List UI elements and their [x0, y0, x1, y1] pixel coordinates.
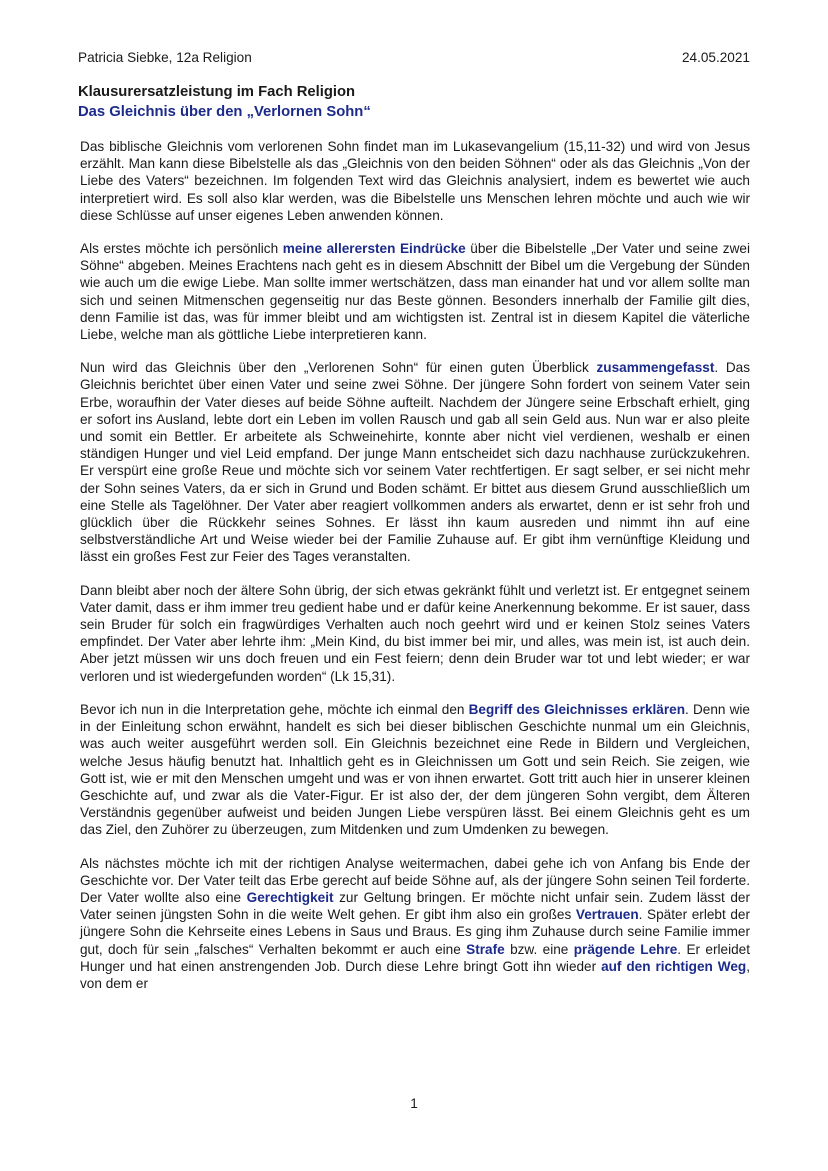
author-line: Patricia Siebke, 12a Religion	[78, 50, 252, 65]
paragraph-text: Nun wird das Gleichnis über den „Verlorenen Sohn“ für einen guten Überblick	[80, 360, 597, 376]
paragraph-text: Als nächstes möchte ich mit der richtigen Analyse weitermachen, dabei gehe ich von Anfang bis Ende der Geschichte vor. Der Vater teilt das Erbe gerecht auf beide Söhne auf, als der jüngere Sohn seinen Teil forderte. Der Vater wollte also eine	[80, 855, 750, 905]
paragraph-text: , von dem er	[80, 958, 750, 991]
document-subtitle: Das Gleichnis über den „Verlornen Sohn“	[78, 104, 371, 120]
paragraph	[80, 855, 750, 993]
paragraph-text: . Er erleidet Hunger und hat einen anstrengenden Job. Durch diese Lehre bringt Gott ihn wieder	[80, 941, 750, 974]
paragraph	[80, 359, 750, 565]
highlighted-term: Vertrauen	[575, 907, 639, 923]
page-header	[78, 48, 750, 68]
paragraph-text: Als erstes möchte ich persönlich	[80, 241, 283, 257]
paragraph-text: bzw. eine	[504, 941, 574, 957]
highlighted-term: Begriff des Gleichnisses erklären	[468, 701, 686, 717]
paragraph-text: über die Bibelstelle „Der Vater und seine zwei Söhne“ abgeben. Meines Erachtens nach geht es in diesem Abschnitt der Bibel um die Vergebung der Sünden wie auch um die ewige Liebe. Man sollte immer wertschätzen, dass man einander hat und vor allem sollte man sich und seinen Mitmenschen gegenseitig nur das Beste gönnen. Besonders innerhalb der Familie gilt dies, denn Familie ist das, was für immer bleibt und am wichtigsten ist. Zentral ist in diesem Kapitel die väterliche Liebe, welche man als göttliche Liebe interpretieren kann.	[80, 241, 750, 343]
date: 24.05.2021	[681, 50, 750, 65]
paragraph-text: . Das Gleichnis berichtet über einen Vater und seine zwei Söhne. Der jüngere Sohn fordert von seinem Vater sein Erbe, woraufhin der Vater dieses auf beide Söhne aufteilt. Nachdem der Jüngere seine Erbschaft erhielt, ging er sofort ins Ausland, lebte dort ein Leben im vollen Rausch und gab all sein Geld aus. Nun war er also pleite und somit ein Bettler. Er arbeitete als Schweinehirte, konnte aber nicht viel verdienen, weshalb er einen ständigen Hunger und viel Leid empfand. Der junge Mann entscheidet sich dazu nachhause zurückzukehren. Er verspürt eine große Reue und möchte sich vor seinem Vater rechtfertigen. Er sagt selber, er sei nicht mehr der Sohn seines Vaters, da er sich in Grund und Boden schämt. Er bittet aus diesem Grund ausschließlich um eine Stelle als Tagelöhner. Der Vater aber reagiert vollkommen anders als erwartet, denn er ist sehr froh und glücklich über die Rückkehr seines Sohnes. Er lässt ihn kaum ausreden und nimmt ihn auf eine selbstverständliche Art und Weise wieder bei der Familie Zuhause auf. Er gibt ihm vernünftige Kleidung und lässt ein großes Fest zur Feier des Tages veranstalten.	[80, 360, 751, 565]
paragraph	[80, 582, 750, 685]
highlighted-term: auf den richtigen Weg	[601, 958, 747, 974]
paragraph-text: . Denn wie in der Einleitung schon erwähnt, handelt es sich bei dieser biblischen Geschichte nunmal um ein Gleichnis, was auch weiter ausgeführt werden soll. Ein Gleichnis bezeichnet eine Rede in Bildern und Vergleichen, welche Jesus häufig benutzt hat. Inhaltlich geht es in Gleichnissen um Gott und sein Reich. Sie zeigen, wie Gott ist, wie er mit den Menschen umgeht und was er von ihnen erwartet. Gott tritt auch hier in unserer kleinen Geschichte auf, und zwar als die Vater-Figur. Er ist also der, der dem jüngeren Sohn vergibt, dem Älteren Verständnis gegenüber aufweist und beiden Jungen Liebe verspüren lässt. Bei einem Gleichnis geht es um das Ziel, den Zuhörer zu überzeugen, zum Mitdenken und zum Umdenken zu bewegen.	[80, 701, 750, 838]
paragraph-text: Das biblische Gleichnis vom verlorenen Sohn findet man im Lukasevangelium (15,11-32) und wird von Jesus erzählt. Man kann diese Bibelstelle als das „Gleichnis von den beiden Söhnen“ oder als das Gleichnis „Von der Liebe des Vaters“ bezeichnen. Im folgenden Text wird das Gleichnis analysiert, indem es bewertet wie auch interpretiert wird. Es soll also klar werden, was die Bibelstelle uns Menschen lehren möchte und auch wie wir diese Schlüsse auf unser eigenes Leben anwenden können.	[80, 139, 750, 223]
paragraph	[80, 701, 750, 839]
document-page	[80, 48, 750, 992]
paragraph-text: Bevor ich nun in die Interpretation gehe, möchte ich einmal den	[80, 701, 469, 717]
body-text	[80, 138, 750, 992]
highlighted-term: Strafe	[466, 941, 505, 957]
paragraph	[80, 240, 750, 343]
paragraph-text: Dann bleibt aber noch der ältere Sohn übrig, der sich etwas gekränkt fühlt und verletzt ist. Er entgegnet seinem Vater damit, dass er ihm immer treu gedient habe und er dafür keine Anerkennung bekomme. Er ist sauer, dass sein Bruder für solch ein fragwürdiges Verhalten auch noch geehrt wird und er keinen Stolz seines Vaters empfindet. Der Vater aber lehrte ihm: „Mein Kind, du bist immer bei mir, und alles, was mein ist, ist auch dein. Aber jetzt müssen wir uns doch freuen und ein Fest feiern; denn dein Bruder war tot und lebt wieder; er war verloren und ist wiedergefunden worden“ (Lk 15,31).	[80, 582, 750, 684]
highlighted-term: zusammengefasst	[596, 360, 715, 376]
page-number: 1	[410, 1096, 418, 1111]
document-title: Klausurersatzleistung im Fach Religion	[78, 84, 356, 100]
paragraph-text: zur Geltung bringen. Er möchte nicht unfair sein. Zudem lässt der Vater seinen jüngsten Sohn in die weite Welt gehen. Er gibt ihm also ein großes	[80, 889, 750, 923]
highlighted-term: meine allerersten Eindrücke	[282, 241, 466, 257]
highlighted-term: Gerechtigkeit	[246, 889, 334, 905]
highlighted-term: prägende Lehre	[573, 941, 678, 957]
paragraph-text: . Später erlebt der jüngere Sohn die Kehrseite eines Lebens in Saus und Braus. Es ging ihm Zuhause durch seine Familie immer gut, doch für sein „falsches“ Verhalten bekommt er auch eine	[80, 907, 751, 957]
paragraph	[80, 138, 750, 224]
